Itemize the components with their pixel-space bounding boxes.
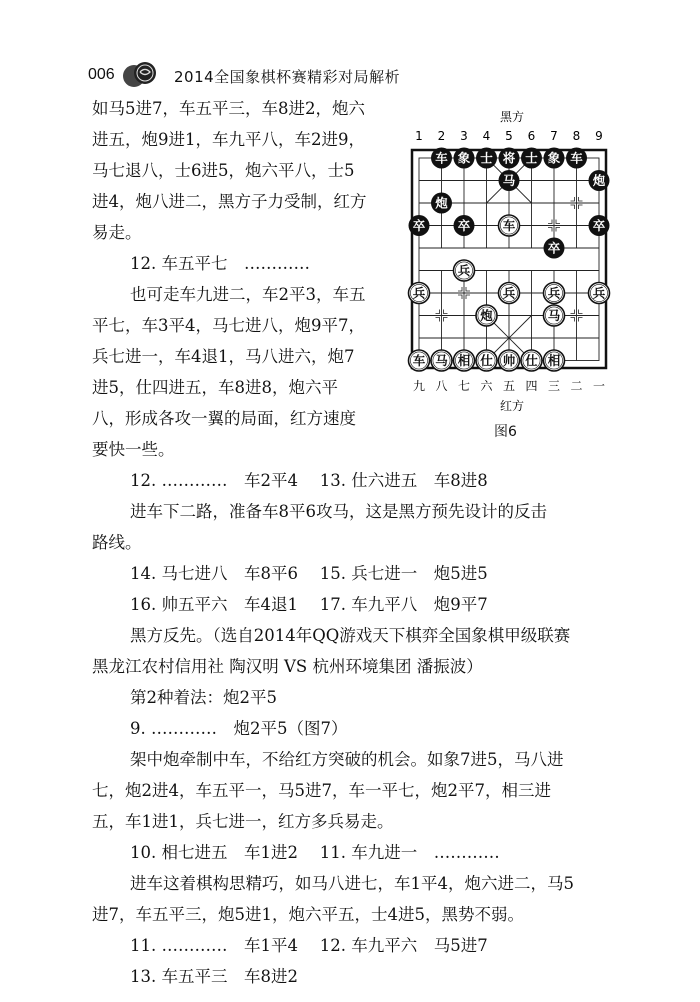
piece-label: 兵 [502, 285, 516, 301]
text-line: 如马5进7，车五平三，车8进2，炮六 [92, 99, 365, 118]
figure-caption: 图6 [494, 424, 517, 440]
text-line: 马七退八，士6进5，炮六平八，士5 [92, 161, 355, 180]
red-piece [544, 305, 565, 326]
text-line: 要快一些。 [92, 440, 175, 459]
black-piece [589, 215, 610, 236]
text-line: 进五，炮9进1，车九平八，车2进9， [92, 130, 365, 149]
bottom-file-number: 四 [525, 379, 538, 393]
text-line: 黑方反先。（选自2014年QQ游戏天下棋弈全国象棋甲级联赛 [130, 626, 571, 645]
bottom-file-number: 八 [435, 379, 448, 393]
piece-label: 马 [435, 353, 448, 368]
piece-label: 相 [547, 353, 561, 368]
piece-label: 卒 [412, 218, 426, 233]
piece-label: 车 [412, 353, 426, 368]
piece-label: 马 [502, 173, 516, 188]
black-piece [476, 148, 497, 169]
black-piece [431, 148, 452, 169]
text-line: 进车下二路，准备车8平6攻马，这是黑方预先设计的反击 [130, 502, 547, 521]
top-file-number: 7 [550, 129, 558, 143]
piece-label: 炮 [592, 173, 606, 188]
bottom-file-number: 二 [570, 379, 583, 393]
piece-label: 炮 [480, 308, 493, 323]
text-line: 12. ………… 车2平4 13. 仕六进五 车8进8 [130, 471, 488, 490]
text-line: 14. 马七进八 车8平6 15. 兵七进一 炮5进5 [130, 564, 488, 583]
piece-label: 卒 [592, 218, 606, 233]
red-piece [454, 350, 475, 371]
red-piece [409, 283, 430, 304]
top-file-number: 9 [595, 129, 603, 143]
piece-label: 车 [435, 150, 448, 166]
piece-label: 仕 [480, 353, 493, 368]
text-line: 第2种着法：炮2平5 [130, 688, 277, 707]
chess-pieces-logo-icon [122, 60, 158, 90]
piece-label: 士 [480, 150, 493, 166]
piece-label: 象 [457, 150, 471, 166]
black-piece [544, 238, 565, 259]
bottom-file-numbers [413, 378, 605, 393]
black-piece [589, 170, 610, 191]
black-piece [454, 215, 475, 236]
top-file-number: 3 [460, 129, 468, 143]
text-line: 七，炮2进4，车五平一，马5进7，车一平七，炮2平7，相三进 [92, 781, 551, 800]
text-line: 兵七进一，车4退1，马八进六，炮7 [92, 347, 355, 366]
red-piece [499, 283, 520, 304]
red-piece [499, 350, 520, 371]
top-file-number: 8 [572, 129, 581, 143]
red-piece [454, 260, 475, 281]
black-piece [499, 148, 520, 169]
top-file-number: 1 [415, 129, 423, 143]
text-line: 13. 车五平三 车8进2 [130, 967, 298, 986]
top-file-numbers [415, 129, 603, 143]
top-file-number: 5 [505, 129, 513, 143]
text-line: 五，车1进1，兵七进一，红方多兵易走。 [92, 812, 394, 831]
red-piece [409, 350, 430, 371]
text-line: 进车这着棋构思精巧，如马八进七，车1平4，炮六进二，马5 [130, 874, 574, 893]
bottom-file-number: 九 [412, 379, 426, 393]
piece-label: 卒 [547, 240, 561, 256]
text-line: 进5，仕四进五，车8进8，炮六平 [92, 378, 338, 397]
black-piece [454, 148, 475, 169]
piece-label: 兵 [547, 285, 561, 301]
text-line: 9. ………… 炮2平5（图7） [130, 719, 348, 738]
page-number: 006 [88, 66, 115, 83]
piece-label: 帅 [502, 353, 516, 368]
text-line: 11. ………… 车1平4 12. 车九平六 马5进7 [130, 936, 488, 955]
black-piece [566, 148, 587, 169]
red-piece [544, 283, 565, 304]
piece-label: 士 [525, 150, 538, 166]
piece-label: 车 [502, 218, 516, 233]
piece-label: 马 [547, 308, 561, 323]
top-file-number: 6 [527, 129, 536, 143]
bottom-file-number: 六 [480, 379, 493, 393]
red-piece [476, 350, 497, 371]
top-file-number: 4 [482, 129, 491, 143]
text-line: 12. 车五平七 ………… [130, 254, 310, 273]
chess-diagram [404, 108, 620, 438]
black-piece [431, 193, 452, 214]
top-side-label: 黑方 [499, 110, 525, 124]
text-line: 平七，车3平4，马七进八，炮9平7， [92, 316, 365, 335]
text-line: 黑龙江农村信用社 陶汉明 VS 杭州环境集团 潘振波） [92, 657, 483, 676]
red-piece [521, 350, 542, 371]
piece-label: 兵 [412, 285, 426, 301]
red-piece [431, 350, 452, 371]
black-piece [521, 148, 542, 169]
book-title: 2014全国象棋杯赛精彩对局解析 [174, 68, 401, 86]
piece-label: 兵 [592, 285, 606, 301]
red-piece [499, 215, 520, 236]
piece-label: 兵 [457, 263, 471, 278]
piece-label: 将 [502, 150, 516, 166]
bottom-file-number: 三 [547, 379, 561, 393]
piece-label: 车 [570, 150, 583, 166]
red-piece [589, 283, 610, 304]
bottom-file-number: 七 [457, 379, 471, 393]
text-line: 架中炮牵制中车，不给红方突破的机会。如象7进5，马八进 [130, 750, 564, 769]
text-line: 路线。 [92, 533, 142, 552]
black-piece [499, 170, 520, 191]
bottom-file-number: 一 [592, 379, 606, 393]
red-piece [476, 305, 497, 326]
text-line: 易走。 [92, 223, 142, 242]
text-line: 进4，炮八进二，黑方子力受制，红方 [92, 192, 367, 211]
text-line: 16. 帅五平六 车4退1 17. 车九平八 炮9平7 [130, 595, 488, 614]
piece-label: 象 [547, 150, 561, 166]
page-header [88, 60, 618, 90]
black-piece [409, 215, 430, 236]
piece-label: 相 [457, 353, 471, 368]
top-file-number: 2 [437, 129, 446, 143]
text-line: 八，形成各攻一翼的局面，红方速度 [92, 409, 356, 428]
text-line: 也可走车九进二，车2平3，车五 [130, 285, 366, 304]
black-piece [544, 148, 565, 169]
red-piece [544, 350, 565, 371]
text-line: 10. 相七进五 车1进2 11. 车九进一 ………… [130, 843, 500, 862]
piece-label: 卒 [457, 218, 471, 233]
piece-label: 炮 [435, 195, 448, 211]
text-line: 进7，车五平三，炮5进1，炮六平五，士4进5，黑势不弱。 [92, 905, 524, 924]
bottom-file-number: 五 [502, 379, 516, 393]
bottom-side-label: 红方 [499, 399, 525, 413]
piece-label: 仕 [525, 353, 538, 368]
